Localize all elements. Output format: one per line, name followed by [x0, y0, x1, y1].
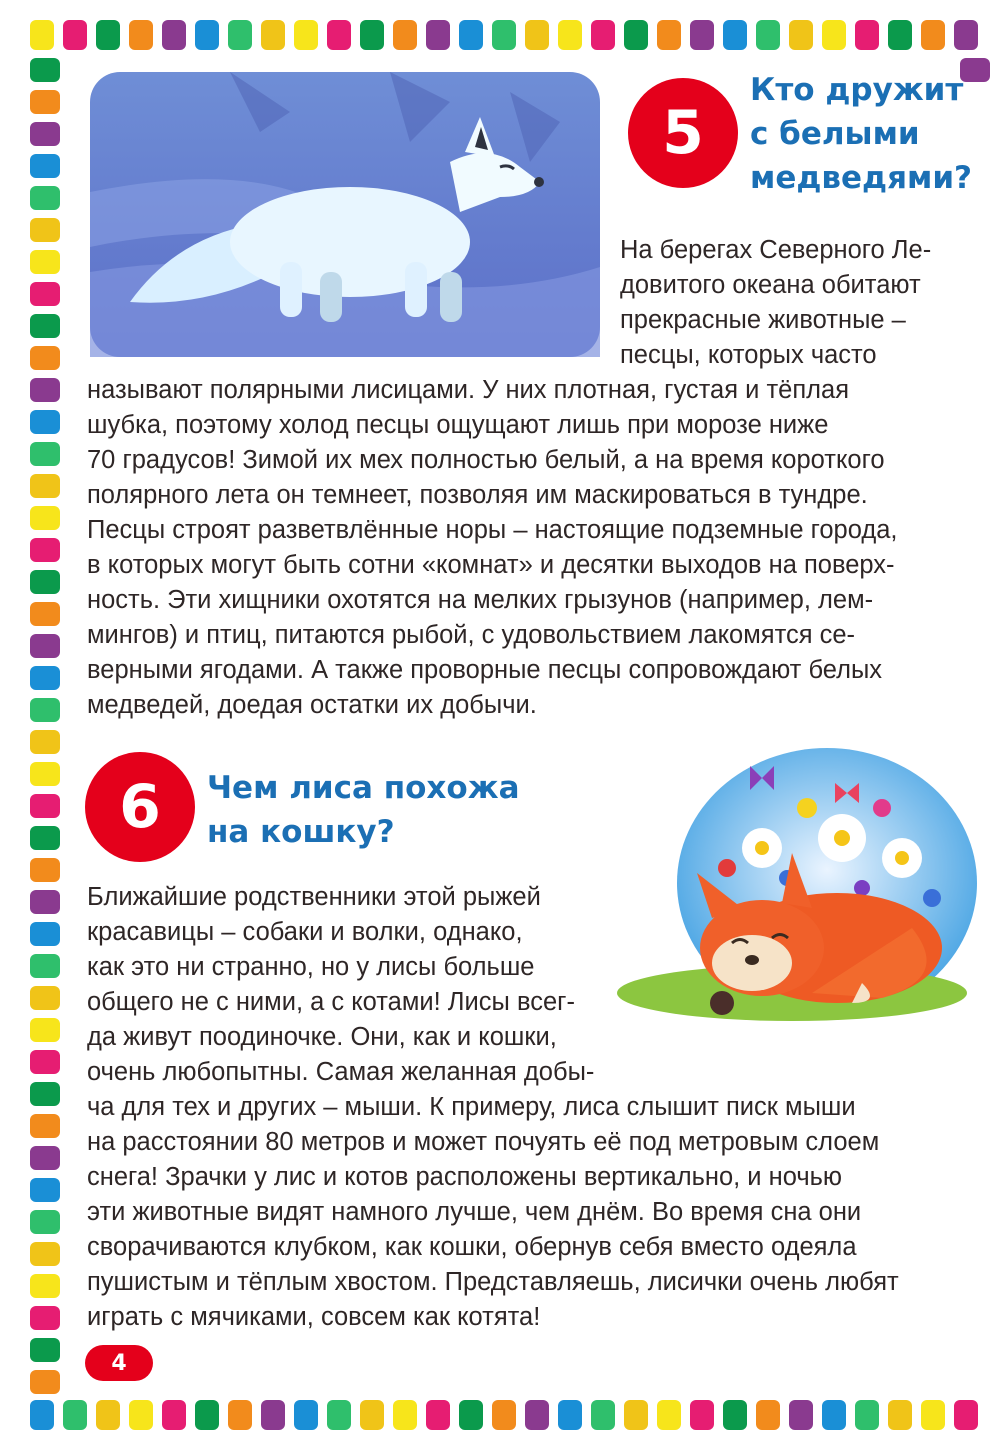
border-dot — [195, 20, 219, 50]
border-dot — [756, 20, 780, 50]
border-dot — [30, 986, 60, 1010]
border-dot — [30, 346, 60, 370]
section-5-line: полярного лета он темнеет, позволяя им маскироваться в тундре. — [87, 481, 868, 509]
border-dot — [30, 1242, 60, 1266]
border-dot — [30, 1370, 60, 1394]
page-number: 4 — [111, 1350, 127, 1376]
border-dot — [426, 1400, 450, 1430]
border-dot — [426, 20, 450, 50]
border-dot — [30, 1082, 60, 1106]
border-dot — [96, 1400, 120, 1430]
section-6-line: снега! Зрачки у лис и котов расположены вертикально, и ночью — [87, 1163, 843, 1191]
border-dot — [789, 1400, 813, 1430]
border-dot — [30, 602, 60, 626]
border-dot — [30, 442, 60, 466]
border-dot — [30, 634, 60, 658]
border-dot — [30, 762, 60, 786]
border-dot — [294, 20, 318, 50]
border-dot — [723, 20, 747, 50]
border-dot — [888, 20, 912, 50]
border-dot — [690, 1400, 714, 1430]
section-6-line: играть с мячиками, совсем как котята! — [87, 1303, 541, 1331]
section-5-line: в которых могут быть сотни «комнат» и десятки выходов на поверх- — [87, 551, 895, 579]
border-dot — [558, 20, 582, 50]
border-dot — [162, 20, 186, 50]
border-dot — [30, 1400, 54, 1430]
border-dot — [393, 20, 417, 50]
border-dot — [30, 1018, 60, 1042]
border-dot — [855, 1400, 879, 1430]
section-5-title — [750, 68, 972, 200]
section-5-line: медведей, доедая остатки их добычи. — [87, 691, 537, 719]
border-dot — [558, 1400, 582, 1430]
border-dot — [30, 1114, 60, 1138]
border-dot — [822, 20, 846, 50]
border-dot — [327, 20, 351, 50]
section-6-line: сворачиваются клубком, как кошки, обернув себя вместо одеяла — [87, 1233, 857, 1261]
border-dot — [96, 20, 120, 50]
border-dot — [30, 666, 60, 690]
section-6-line: эти животные видят намного лучше, чем днём. Во время сна они — [87, 1198, 862, 1226]
border-dot — [30, 890, 60, 914]
border-dot — [789, 20, 813, 50]
border-dot — [30, 1050, 60, 1074]
border-dot — [30, 570, 60, 594]
section-5-line: довитого океана обитают — [620, 271, 921, 299]
border-dot — [624, 1400, 648, 1430]
border-dot — [30, 1338, 60, 1362]
border-dot — [261, 1400, 285, 1430]
border-dot — [756, 1400, 780, 1430]
border-dot — [30, 186, 60, 210]
section-5-line: шубка, поэтому холод песцы ощущают лишь при морозе ниже — [87, 411, 829, 439]
section-6-line: да живут поодиночке. Они, как и кошки, — [87, 1023, 557, 1051]
section-5-number: 5 — [662, 98, 704, 168]
border-dot — [294, 1400, 318, 1430]
border-dot — [195, 1400, 219, 1430]
border-dot — [624, 20, 648, 50]
section-5-line: песцы, которых часто — [620, 341, 877, 369]
border-dot — [954, 1400, 978, 1430]
arctic-fox-illustration — [90, 72, 600, 357]
border-dot — [30, 538, 60, 562]
section-5-title-line-2: с белыми — [750, 116, 920, 152]
border-dot — [30, 826, 60, 850]
border-dot — [129, 20, 153, 50]
border-dot — [30, 20, 54, 50]
page-number-badge — [85, 1345, 153, 1381]
border-dot — [657, 1400, 681, 1430]
border-dot — [459, 20, 483, 50]
section-6-line: Ближайшие родственники этой рыжей — [87, 883, 541, 911]
section-6-line: как это ни странно, но у лисы больше — [87, 953, 535, 981]
section-6-title — [207, 766, 520, 854]
border-dot — [360, 1400, 384, 1430]
border-dot — [30, 858, 60, 882]
border-dot — [30, 90, 60, 114]
border-dot — [63, 1400, 87, 1430]
border-dot — [30, 1210, 60, 1234]
section-6-number-badge — [85, 752, 195, 862]
border-dot — [723, 1400, 747, 1430]
border-dot — [690, 20, 714, 50]
border-dot — [30, 794, 60, 818]
section-5-title-line-3: медведями? — [750, 160, 973, 196]
border-dot — [360, 20, 384, 50]
border-dot — [30, 250, 60, 274]
border-dot — [30, 122, 60, 146]
border-dot — [591, 20, 615, 50]
border-dot — [525, 1400, 549, 1430]
section-5-number-badge — [628, 78, 738, 188]
section-5-line: называют полярными лисицами. У них плотная, густая и тёплая — [87, 376, 849, 404]
border-dot — [30, 378, 60, 402]
section-6-line: общего не с ними, а с котами! Лисы всег- — [87, 988, 575, 1016]
border-dot — [30, 314, 60, 338]
section-5-line: Песцы строят разветвлённые норы – настоящие подземные города, — [87, 516, 898, 544]
border-dot — [822, 1400, 846, 1430]
border-dot — [30, 218, 60, 242]
section-5-line: 70 градусов! Зимой их мех полностью белый, а на время короткого — [87, 446, 885, 474]
section-5-line: ность. Эти хищники охотятся на мелких грызунов (например, лем- — [87, 586, 874, 614]
section-5-line: мингов) и птиц, питаются рыбой, с удовольствием лакомятся се- — [87, 621, 856, 649]
section-6-line: очень любопытны. Самая желанная добы- — [87, 1058, 595, 1086]
border-dot — [30, 58, 60, 82]
border-dot — [657, 20, 681, 50]
border-dot — [228, 1400, 252, 1430]
border-dot — [855, 20, 879, 50]
border-dot — [30, 698, 60, 722]
section-5-line: На берегах Северного Ле- — [620, 236, 932, 264]
section-6-title-line-1: Чем лиса похожа — [207, 770, 520, 806]
section-6-line: ча для тех и других – мыши. К примеру, лиса слышит писк мыши — [87, 1093, 856, 1121]
border-dot — [393, 1400, 417, 1430]
border-dot — [30, 730, 60, 754]
border-dot — [954, 20, 978, 50]
section-6-number: 6 — [119, 772, 161, 842]
section-6-line: пушистым и тёплым хвостом. Представляешь, лисички очень любят — [87, 1268, 899, 1296]
border-dot — [492, 20, 516, 50]
border-dot — [30, 922, 60, 946]
border-dot — [30, 410, 60, 434]
border-dot — [162, 1400, 186, 1430]
border-dot — [30, 474, 60, 498]
section-5-line: верными ягодами. А также проворные песцы сопровождают белых — [87, 656, 883, 684]
section-6-line: на расстоянии 80 метров и может почуять её под метровым слоем — [87, 1128, 880, 1156]
border-dot — [30, 1146, 60, 1170]
border-dot — [459, 1400, 483, 1430]
border-dot — [63, 20, 87, 50]
border-dot — [327, 1400, 351, 1430]
border-dot — [30, 1306, 60, 1330]
border-dot — [888, 1400, 912, 1430]
border-dot — [30, 154, 60, 178]
border-dot — [30, 1274, 60, 1298]
border-dot — [921, 1400, 945, 1430]
border-dot — [30, 506, 60, 530]
border-dot — [30, 954, 60, 978]
sleeping-fox-illustration — [612, 748, 982, 1023]
border-dot — [261, 20, 285, 50]
section-5-line: прекрасные животные – — [620, 306, 906, 334]
section-6-title-line-2: на кошку? — [207, 814, 395, 850]
section-5-title-line-1: Кто дружит — [750, 72, 964, 108]
border-dot — [228, 20, 252, 50]
border-dot — [30, 1178, 60, 1202]
border-dot — [921, 20, 945, 50]
border-dot — [525, 20, 549, 50]
border-dot — [492, 1400, 516, 1430]
section-6-line: красавицы – собаки и волки, однако, — [87, 918, 523, 946]
border-dot — [129, 1400, 153, 1430]
border-dot — [30, 282, 60, 306]
border-dot — [591, 1400, 615, 1430]
